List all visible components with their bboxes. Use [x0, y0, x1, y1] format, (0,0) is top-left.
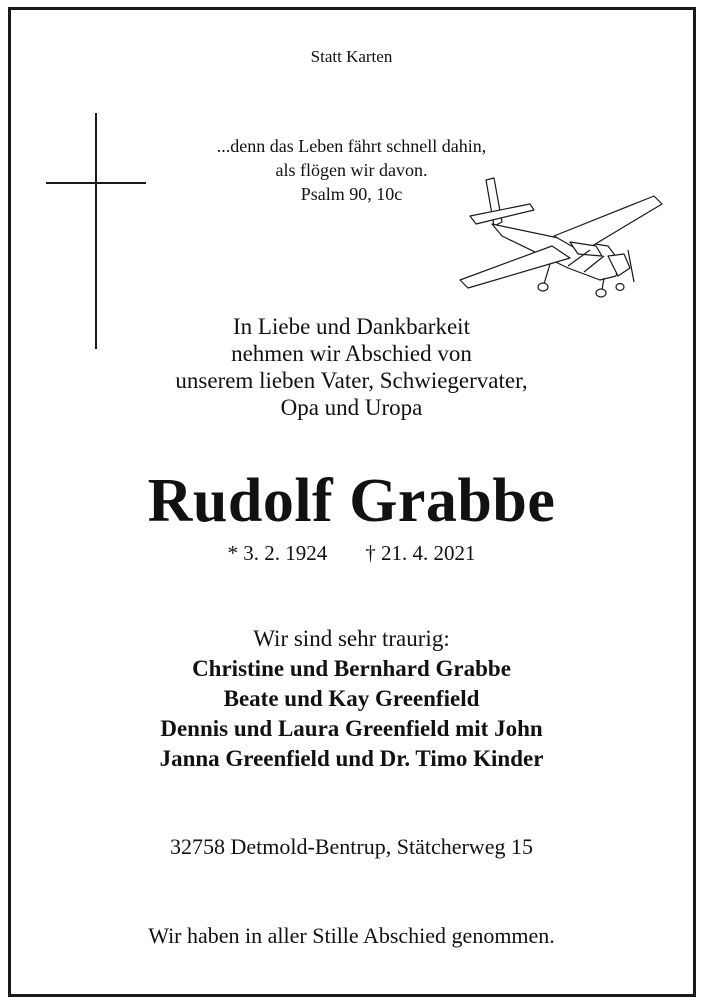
deceased-name-block	[0, 465, 703, 537]
airplane-icon	[458, 176, 668, 300]
mourner-name: Beate und Kay Greenfield	[223, 686, 480, 711]
mourner-name: Janna Greenfield und Dr. Timo Kinder	[159, 746, 544, 771]
closing-block	[0, 922, 703, 950]
mourners-heading: Wir sind sehr traurig:	[253, 626, 450, 651]
intro-line: In Liebe und Dankbarkeit	[233, 314, 470, 339]
mourner-name: Christine und Bernhard Grabbe	[192, 656, 511, 681]
psalm-line: als flögen wir davon.	[275, 160, 428, 180]
psalm-line: ...denn das Leben fährt schnell dahin,	[216, 136, 487, 156]
address-text: 32758 Detmold-Bentrup, Stätcherweg 15	[170, 834, 533, 859]
deceased-name: Rudolf Grabbe	[147, 467, 556, 535]
mourners-block	[0, 624, 703, 774]
mourner-name: Dennis und Laura Greenfield mit John	[160, 716, 543, 741]
header-text	[0, 45, 703, 69]
death-date: † 21. 4. 2021	[365, 541, 476, 565]
intro-line: nehmen wir Abschied von	[231, 341, 472, 366]
life-dates	[0, 539, 703, 567]
closing-text: Wir haben in aller Stille Abschied genommen.	[148, 923, 555, 948]
intro-text	[0, 313, 703, 421]
statt-karten-label: Statt Karten	[310, 47, 393, 66]
psalm-reference: Psalm 90, 10c	[300, 184, 403, 204]
address-block	[0, 833, 703, 861]
birth-date: * 3. 2. 1924	[227, 541, 328, 565]
intro-line: Opa und Uropa	[280, 395, 423, 420]
intro-line: unserem lieben Vater, Schwiegervater,	[175, 368, 528, 393]
